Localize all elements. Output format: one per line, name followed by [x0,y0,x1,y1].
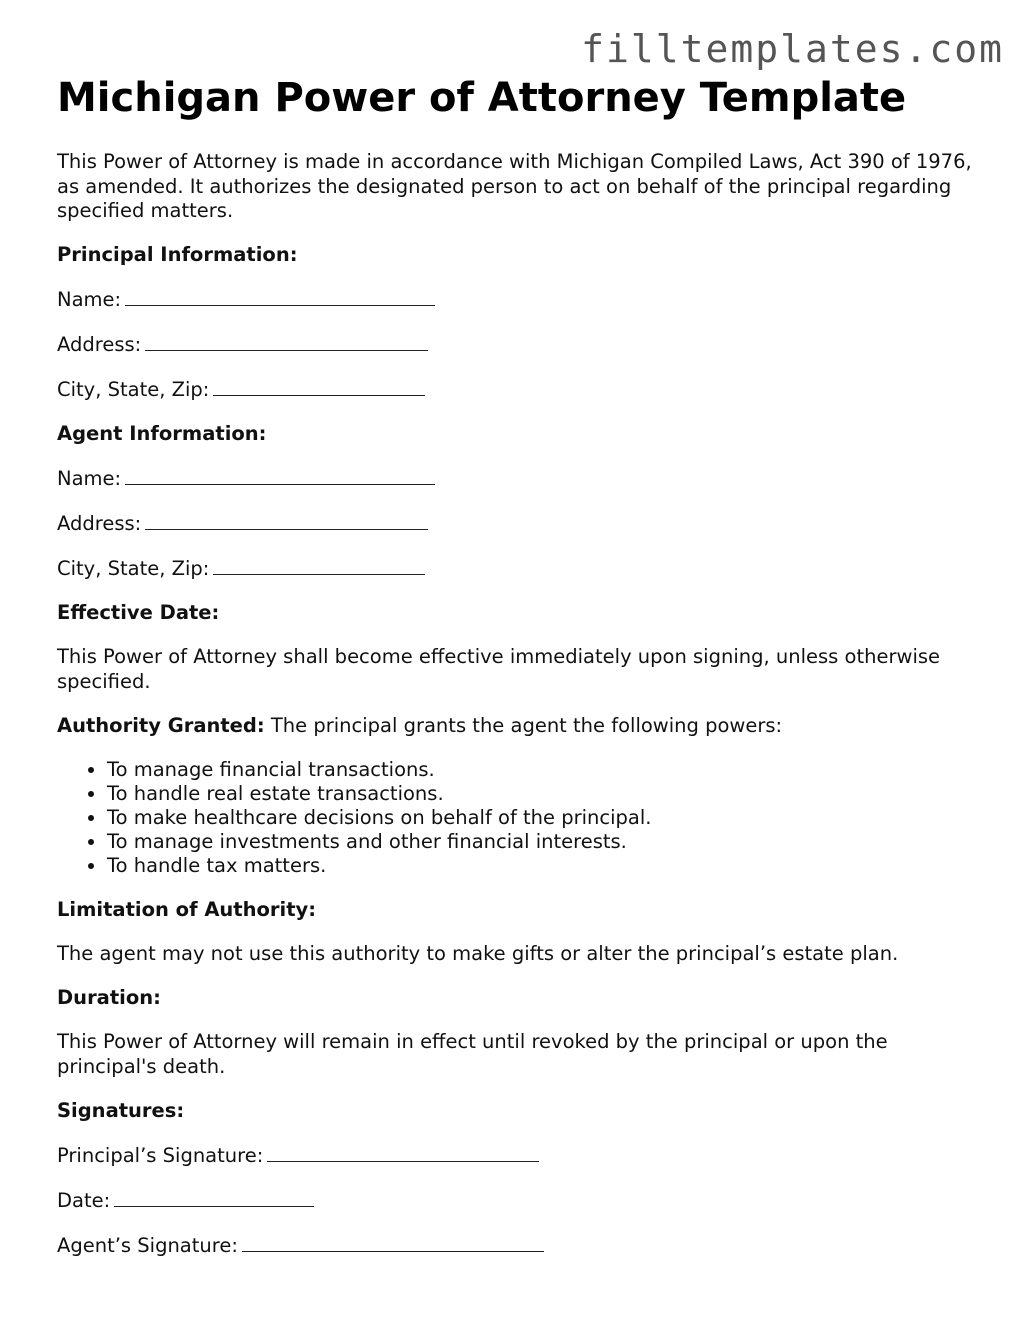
date-label: Date: [57,1188,111,1212]
agent-address-label: Address: [57,512,142,535]
principal-name-field[interactable] [57,287,987,313]
agent-name-label: Name: [57,467,122,490]
list-item: • To make healthcare decisions on behalf of the principal. [107,806,987,830]
agent-address-field[interactable] [57,511,987,537]
agent-name-field[interactable] [57,466,987,492]
list-item: • To handle tax matters. [107,854,987,878]
duration-heading: Duration: [57,986,161,1010]
date-field[interactable] [57,1188,987,1214]
date-blank[interactable] [114,1188,314,1207]
agent-city-blank[interactable] [213,556,425,575]
agent-signature-field[interactable] [57,1233,987,1259]
principal-signature-field[interactable] [57,1143,987,1169]
list-item: • To handle real estate transactions. [107,782,987,806]
list-item: • To manage financial transactions. [107,758,987,782]
document-title: Michigan Power of Attorney Template [57,75,907,121]
powers-list [57,758,987,879]
principal-city-label: City, State, Zip: [57,378,210,401]
principal-address-blank[interactable] [145,332,428,351]
limitation-heading: Limitation of Authority: [57,898,317,922]
effective-text: This Power of Attorney shall become effective immediately upon signing, unless otherwise specified. [57,645,941,693]
agent-signature-label: Agent’s Signature: [57,1233,238,1257]
agent-address-blank[interactable] [145,511,428,530]
principal-signature-label: Principal’s Signature: [57,1143,264,1167]
principal-heading: Principal Information: [57,243,298,266]
signatures-heading: Signatures: [57,1098,185,1122]
agent-city-field[interactable] [57,556,987,582]
agent-city-label: City, State, Zip: [57,557,210,580]
list-item: • To manage investments and other financial interests. [107,830,987,854]
intro-paragraph: This Power of Attorney is made in accordance with Michigan Compiled Laws, Act 390 of 1976, as amended. It authorizes the designated person to act on behalf of the principal regarding specified matters. [57,150,972,222]
agent-name-blank[interactable] [125,466,435,485]
duration-text: This Power of Attorney will remain in effect until revoked by the principal or upon the principal's death. [57,1030,888,1078]
effective-heading: Effective Date: [57,601,220,624]
principal-name-blank[interactable] [125,287,435,306]
principal-address-label: Address: [57,333,142,356]
principal-signature-blank[interactable] [267,1143,539,1162]
authority-text: The principal grants the agent the following powers: [264,713,783,737]
principal-city-field[interactable] [57,377,987,403]
authority-paragraph [57,714,987,739]
agent-signature-blank[interactable] [242,1233,544,1252]
authority-heading: Authority Granted: [57,713,265,737]
document-page [57,70,987,1258]
limitation-text: The agent may not use this authority to make gifts or alter the principal’s estate plan. [57,942,899,966]
principal-address-field[interactable] [57,332,987,358]
watermark-logo: filltemplates.com [581,27,1004,71]
principal-name-label: Name: [57,288,122,311]
principal-city-blank[interactable] [213,377,425,396]
agent-heading: Agent Information: [57,422,267,445]
